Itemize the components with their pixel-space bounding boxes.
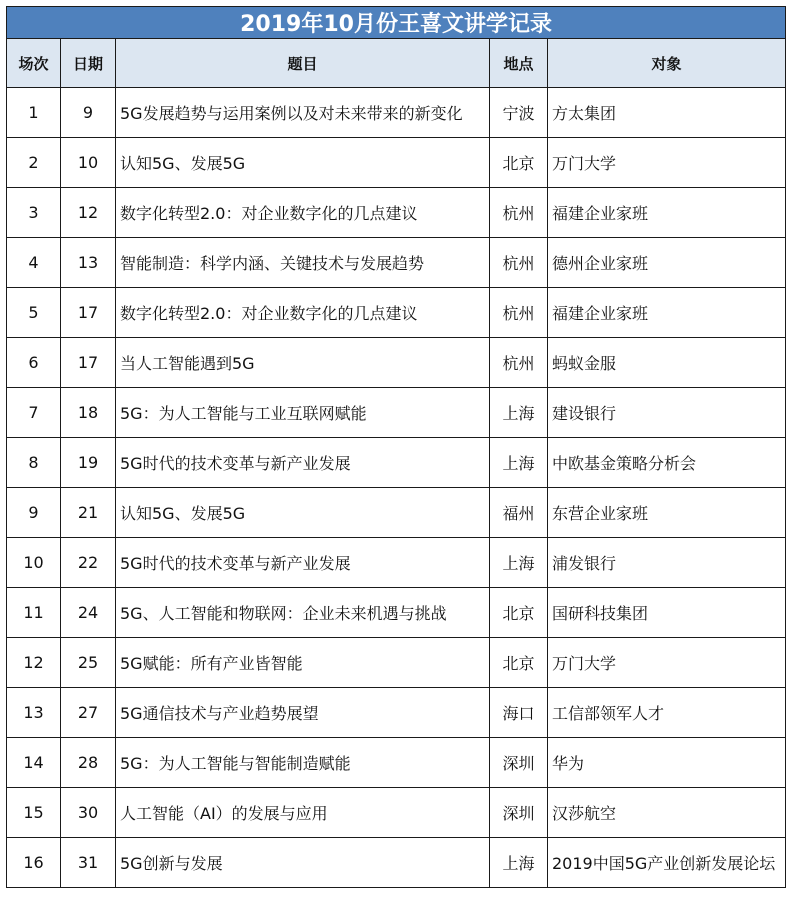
cell-audience: 东营企业家班 [548, 488, 786, 538]
table-row [7, 88, 786, 138]
cell-topic: 5G赋能：所有产业皆智能 [116, 638, 490, 688]
table-row [7, 688, 786, 738]
cell-location: 北京 [490, 588, 548, 638]
cell-date: 27 [61, 688, 116, 738]
cell-date: 10 [61, 138, 116, 188]
cell-location: 北京 [490, 638, 548, 688]
cell-audience: 德州企业家班 [548, 238, 786, 288]
table-row [7, 738, 786, 788]
cell-location: 杭州 [490, 188, 548, 238]
lecture-record-sheet [6, 6, 785, 888]
cell-topic: 当人工智能遇到5G [116, 338, 490, 388]
header-audience: 对象 [548, 39, 786, 88]
cell-date: 28 [61, 738, 116, 788]
cell-audience: 华为 [548, 738, 786, 788]
cell-location: 上海 [490, 388, 548, 438]
cell-topic: 5G：为人工智能与工业互联网赋能 [116, 388, 490, 438]
cell-location: 宁波 [490, 88, 548, 138]
cell-audience: 中欧基金策略分析会 [548, 438, 786, 488]
table-row [7, 238, 786, 288]
cell-audience: 福建企业家班 [548, 288, 786, 338]
table-row [7, 488, 786, 538]
cell-location: 杭州 [490, 338, 548, 388]
cell-session: 16 [7, 838, 61, 888]
cell-location: 北京 [490, 138, 548, 188]
cell-session: 13 [7, 688, 61, 738]
cell-topic: 人工智能（AI）的发展与应用 [116, 788, 490, 838]
cell-topic: 数字化转型2.0：对企业数字化的几点建议 [116, 288, 490, 338]
header-session: 场次 [7, 39, 61, 88]
cell-topic: 5G时代的技术变革与新产业发展 [116, 438, 490, 488]
cell-session: 3 [7, 188, 61, 238]
cell-session: 1 [7, 88, 61, 138]
cell-location: 福州 [490, 488, 548, 538]
cell-location: 上海 [490, 538, 548, 588]
table-row [7, 638, 786, 688]
cell-session: 12 [7, 638, 61, 688]
cell-audience: 浦发银行 [548, 538, 786, 588]
cell-date: 30 [61, 788, 116, 838]
cell-topic: 5G创新与发展 [116, 838, 490, 888]
cell-session: 10 [7, 538, 61, 588]
cell-audience: 国研科技集团 [548, 588, 786, 638]
cell-session: 14 [7, 738, 61, 788]
table-row [7, 838, 786, 888]
cell-audience: 2019中国5G产业创新发展论坛 [548, 838, 786, 888]
cell-location: 海口 [490, 688, 548, 738]
cell-session: 4 [7, 238, 61, 288]
cell-session: 2 [7, 138, 61, 188]
header-location: 地点 [490, 39, 548, 88]
cell-audience: 汉莎航空 [548, 788, 786, 838]
header-date: 日期 [61, 39, 116, 88]
table-row [7, 388, 786, 438]
lecture-record-table [6, 6, 786, 888]
cell-session: 15 [7, 788, 61, 838]
cell-date: 24 [61, 588, 116, 638]
table-row [7, 438, 786, 488]
table-row [7, 288, 786, 338]
cell-topic: 数字化转型2.0：对企业数字化的几点建议 [116, 188, 490, 238]
cell-topic: 5G时代的技术变革与新产业发展 [116, 538, 490, 588]
cell-audience: 建设银行 [548, 388, 786, 438]
cell-topic: 智能制造：科学内涵、关键技术与发展趋势 [116, 238, 490, 288]
cell-date: 21 [61, 488, 116, 538]
cell-audience: 蚂蚁金服 [548, 338, 786, 388]
cell-session: 7 [7, 388, 61, 438]
cell-audience: 福建企业家班 [548, 188, 786, 238]
cell-location: 上海 [490, 838, 548, 888]
title-row [7, 7, 786, 39]
cell-date: 13 [61, 238, 116, 288]
cell-audience: 万门大学 [548, 638, 786, 688]
cell-location: 深圳 [490, 738, 548, 788]
cell-topic: 5G发展趋势与运用案例以及对未来带来的新变化 [116, 88, 490, 138]
cell-session: 5 [7, 288, 61, 338]
cell-topic: 认知5G、发展5G [116, 138, 490, 188]
cell-location: 深圳 [490, 788, 548, 838]
cell-date: 25 [61, 638, 116, 688]
cell-location: 杭州 [490, 238, 548, 288]
table-title: 2019年10月份王喜文讲学记录 [7, 7, 786, 39]
cell-session: 6 [7, 338, 61, 388]
cell-date: 31 [61, 838, 116, 888]
table-row [7, 188, 786, 238]
cell-location: 杭州 [490, 288, 548, 338]
cell-date: 18 [61, 388, 116, 438]
cell-session: 9 [7, 488, 61, 538]
table-row [7, 588, 786, 638]
cell-topic: 认知5G、发展5G [116, 488, 490, 538]
header-row [7, 39, 786, 88]
cell-topic: 5G：为人工智能与智能制造赋能 [116, 738, 490, 788]
cell-location: 上海 [490, 438, 548, 488]
cell-topic: 5G通信技术与产业趋势展望 [116, 688, 490, 738]
header-topic: 题目 [116, 39, 490, 88]
cell-date: 9 [61, 88, 116, 138]
table-row [7, 338, 786, 388]
cell-audience: 方太集团 [548, 88, 786, 138]
cell-audience: 万门大学 [548, 138, 786, 188]
cell-audience: 工信部领军人才 [548, 688, 786, 738]
cell-date: 19 [61, 438, 116, 488]
cell-date: 17 [61, 338, 116, 388]
cell-session: 8 [7, 438, 61, 488]
cell-session: 11 [7, 588, 61, 638]
cell-date: 22 [61, 538, 116, 588]
table-row [7, 538, 786, 588]
cell-date: 12 [61, 188, 116, 238]
table-row [7, 788, 786, 838]
cell-date: 17 [61, 288, 116, 338]
table-row [7, 138, 786, 188]
cell-topic: 5G、人工智能和物联网：企业未来机遇与挑战 [116, 588, 490, 638]
